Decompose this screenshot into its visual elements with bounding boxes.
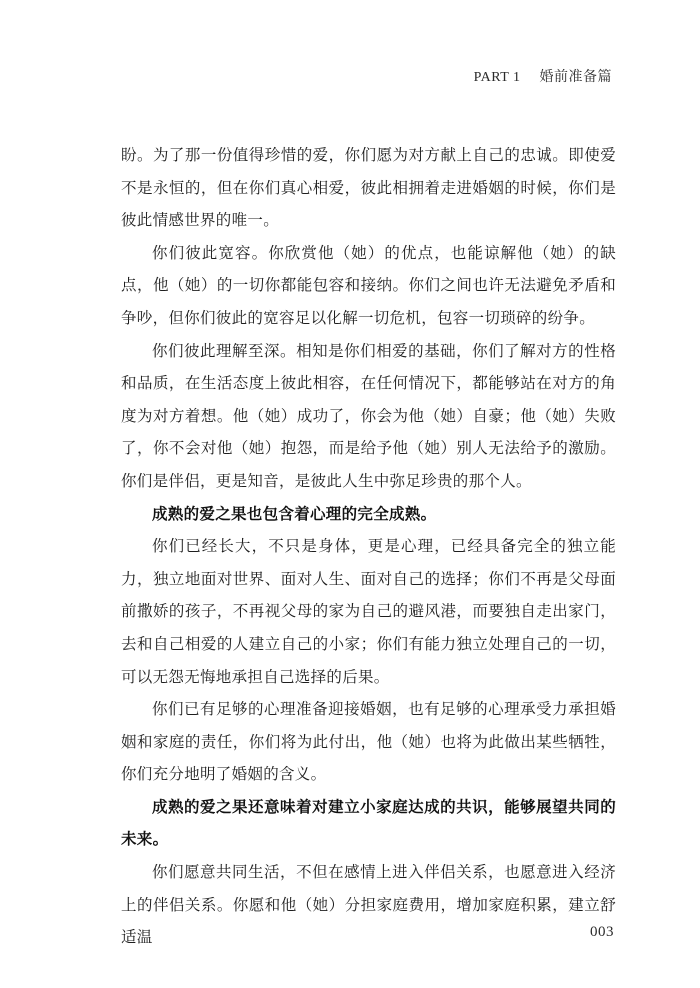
paragraph: 你们已经长大，不只是身体，更是心理，已经具备完全的独立能力，独立地面对世界、面对人生、面对自己的选择；你们不再是父母面前撒娇的孩子，不再视父母的家为自己的避风港，而要独自走出家门，去和自己相爱的人建立自己的小家；你们有能力独立处理自己的一切，可以无怨无悔地承担自己选择的后果。 [121,537,616,686]
body-text [121,139,616,954]
paragraph: 你们愿意共同生活，不但在感情上进入伴侣关系，也愿意进入经济上的伴侣关系。你愿和他（她）分担家庭费用，增加家庭积累，建立舒适温 [121,863,616,947]
section-title: 婚前准备篇 [539,69,612,85]
part-label: PART 1 [473,70,521,85]
emphasis-paragraph: 成熟的爱之果还意味着对建立小家庭达成的共识，能够展望共同的未来。 [121,797,616,849]
paragraph: 你们已有足够的心理准备迎接婚姻，也有足够的心理承受力承担婚姻和家庭的责任，你们将为此付出，他（她）也将为此做出某些牺牲，你们充分地明了婚姻的含义。 [121,700,616,784]
paragraph: 你们彼此宽容。你欣赏他（她）的优点，也能谅解他（她）的缺点，他（她）的一切你都能包容和接纳。你们之间也许无法避免矛盾和争吵，但你们彼此的宽容足以化解一切危机，包容一切琐碎的纷争。 [121,243,616,327]
page-number: 003 [590,924,614,940]
emphasis-paragraph: 成熟的爱之果也包含着心理的完全成熟。 [152,504,437,523]
paragraph: 你们彼此理解至深。相知是你们相爱的基础，你们了解对方的性格和品质，在生活态度上彼此相容，在任何情况下，都能够站在对方的角度为对方着想。他（她）成功了，你会为他（她）自豪；他（她）失败了，你不会对他（她）抱怨，而是给予他（她）别人无法给予的激励。你们是伴侣，更是知音，是彼此人生中弥足珍贵的那个人。 [121,341,616,490]
paragraph-continued: 盼。为了那一份值得珍惜的爱，你们愿为对方献上自己的忠诚。即使爱不是永恒的，但在你们真心相爱，彼此相拥着走进婚姻的时候，你们是彼此情感世界的唯一。 [121,146,616,230]
running-header [474,66,612,86]
